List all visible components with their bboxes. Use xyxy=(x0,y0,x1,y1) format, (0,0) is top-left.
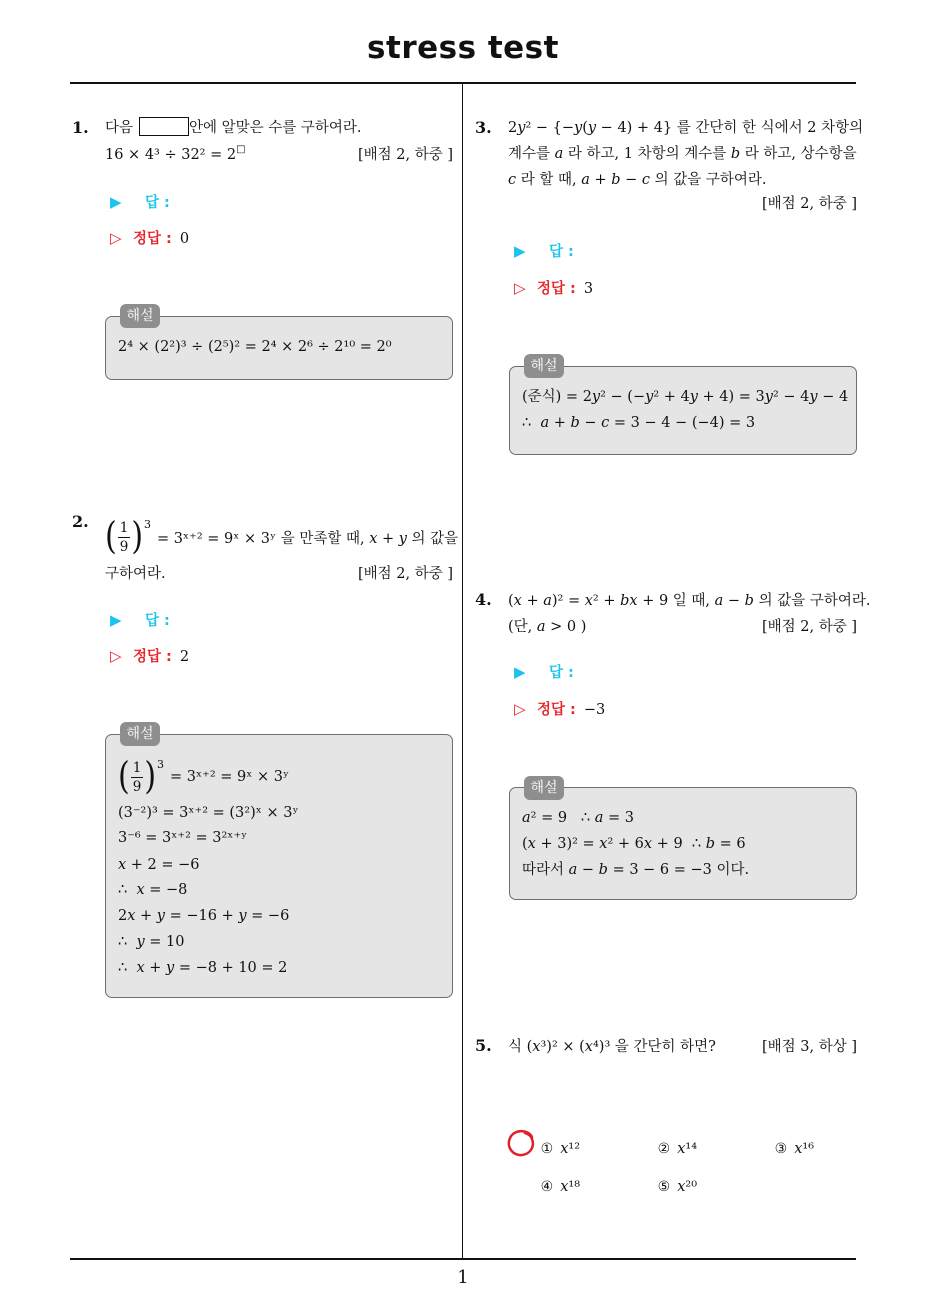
choice-value: x²⁰ xyxy=(677,1179,698,1195)
answer-row xyxy=(514,661,574,683)
choice-value: x¹² xyxy=(560,1141,581,1157)
correct-answer-label: 정답 : xyxy=(133,231,172,247)
outline-triangle-icon: ▷ xyxy=(110,647,122,665)
correct-answer-row xyxy=(110,645,189,667)
explanation-line: (준식) = 2y² − (−y² + 4y + 4) = 3y² − 4y − 4 xyxy=(522,389,849,405)
problem-text-line: 계수를 a 라 하고, 1 차항의 계수를 b 라 하고, 상수항을 xyxy=(508,146,857,162)
score-label: [배점 2, 하중 ] xyxy=(357,566,453,582)
explanation-label: 해설 xyxy=(524,776,564,800)
explanation-line xyxy=(118,755,289,799)
outline-triangle-icon: ▷ xyxy=(110,229,122,247)
explanation-line: ∴ a + b − c = 3 − 4 − (−4) = 3 xyxy=(522,415,756,431)
play-triangle-icon: ▶ xyxy=(514,663,526,681)
problem-text: = 3ˣ⁺² = 9ˣ × 3ʸ 을 만족할 때, x + y 의 값을 xyxy=(157,530,459,547)
correct-answer-value: −3 xyxy=(583,702,606,718)
fraction-exponent: 3 xyxy=(144,518,152,531)
answer-row xyxy=(514,240,574,262)
choice-marker: ⑤ xyxy=(657,1179,671,1195)
outline-triangle-icon: ▷ xyxy=(514,700,526,718)
problem-number: 2. xyxy=(72,512,89,531)
score-label: [배점 2, 하중 ] xyxy=(761,619,857,635)
play-triangle-icon: ▶ xyxy=(514,242,526,260)
answer-label: 답 : xyxy=(549,665,574,681)
explanation-box xyxy=(509,366,857,455)
fraction xyxy=(131,760,144,795)
choice-1 xyxy=(513,1094,581,1157)
choice-marker: ④ xyxy=(540,1179,554,1195)
problem-text-line: (x + a)² = x² + bx + 9 일 때, a − b 의 값을 구하여라. xyxy=(508,593,871,609)
problem-number: 4. xyxy=(475,590,492,609)
choice-4 xyxy=(513,1132,581,1195)
explanation-label: 해설 xyxy=(524,354,564,378)
choice-value: x¹⁴ xyxy=(677,1141,698,1157)
left-paren: ( xyxy=(118,754,130,799)
answer-row xyxy=(110,191,170,213)
choice-marker: ② xyxy=(657,1141,671,1157)
problem-number: 3. xyxy=(475,118,492,137)
column-divider xyxy=(462,83,463,1258)
correct-answer-value: 3 xyxy=(583,281,594,297)
choice-marker: ① xyxy=(540,1141,554,1157)
choice-value: x¹⁶ xyxy=(794,1141,815,1157)
problem-text-line: 2y² − {−y(y − 4) + 4} 를 간단히 한 식에서 2 차항의 xyxy=(508,120,864,136)
page-title: stress test xyxy=(367,30,559,66)
fraction-power xyxy=(118,755,164,799)
explanation-line: 3⁻⁶ = 3ˣ⁺² = 3²ˣ⁺ʸ xyxy=(118,830,248,846)
problem-text-line xyxy=(105,117,362,139)
header-rule xyxy=(70,82,856,84)
explanation-line: ∴ x = −8 xyxy=(118,882,188,898)
choice-2 xyxy=(630,1094,698,1157)
correct-answer-label: 정답 : xyxy=(133,649,172,665)
right-paren: ) xyxy=(144,754,157,799)
correct-answer-label: 정답 : xyxy=(537,281,576,297)
fraction-denominator: 9 xyxy=(132,778,142,795)
problem-text-line: (단, a > 0 ) xyxy=(508,619,587,635)
play-triangle-icon: ▶ xyxy=(110,611,122,629)
fraction-exponent: 3 xyxy=(157,758,165,771)
problem-text: 안에 알맞은 수를 구하여라. xyxy=(189,120,362,136)
choice-value: x¹⁸ xyxy=(560,1179,581,1195)
explanation-line: 따라서 a − b = 3 − 6 = −3 이다. xyxy=(522,862,750,878)
explanation-line: 2⁴ × (2²)³ ÷ (2⁵)² = 2⁴ × 2⁶ ÷ 2¹⁰ = 2⁰ xyxy=(118,339,392,355)
explanation-line: 2x + y = −16 + y = −6 xyxy=(118,908,290,924)
problem-equation-line xyxy=(105,144,246,166)
problem-number: 5. xyxy=(475,1036,492,1055)
answer-label: 답 : xyxy=(145,613,170,629)
problem-text: 다음 xyxy=(105,120,134,136)
fraction-denominator: 9 xyxy=(119,538,129,555)
problem-number: 1. xyxy=(72,118,89,137)
equation-exponent-box: □ xyxy=(236,144,246,155)
correct-answer-row xyxy=(110,227,189,249)
choice-marker: ③ xyxy=(774,1141,788,1157)
correct-answer-value: 2 xyxy=(179,649,190,665)
explanation-line: x + 2 = −6 xyxy=(118,857,200,873)
right-paren: ) xyxy=(131,514,144,559)
problem-text-line xyxy=(105,515,458,559)
left-paren: ( xyxy=(105,514,117,559)
answer-label: 답 : xyxy=(549,244,574,260)
score-label: [배점 2, 하중 ] xyxy=(761,196,857,212)
explanation-line: (3⁻²)³ = 3ˣ⁺² = (3²)ˣ × 3ʸ xyxy=(118,805,299,821)
problem-text-line: c 라 할 때, a + b − c 의 값을 구하여라. xyxy=(508,172,767,188)
fraction-numerator: 1 xyxy=(119,519,129,536)
problem-text-line: 구하여라. xyxy=(105,566,166,582)
blank-box xyxy=(139,117,189,136)
fraction xyxy=(118,520,131,555)
score-label: [배점 3, 하상 ] xyxy=(761,1039,857,1055)
correct-answer-row xyxy=(514,277,593,299)
correct-answer-value: 0 xyxy=(179,231,190,247)
footer-rule xyxy=(70,1258,856,1260)
problem-equation: 16 × 4³ ÷ 32² = 2 xyxy=(105,147,237,163)
explanation-line: (x + 3)² = x² + 6x + 9 ∴ b = 6 xyxy=(522,836,746,852)
answer-label: 답 : xyxy=(145,195,170,211)
score-label: [배점 2, 하중 ] xyxy=(357,147,453,163)
explanation-line: a² = 9 ∴ a = 3 xyxy=(522,810,634,826)
choice-5 xyxy=(630,1132,698,1195)
explanation-line: ∴ y = 10 xyxy=(118,934,185,950)
selected-answer-mark xyxy=(504,1126,538,1160)
page-number: 1 xyxy=(457,1267,469,1288)
play-triangle-icon: ▶ xyxy=(110,193,122,211)
correct-answer-row xyxy=(514,698,605,720)
correct-answer-label: 정답 : xyxy=(537,702,576,718)
explanation-text: = 3ˣ⁺² = 9ˣ × 3ʸ xyxy=(170,769,290,785)
explanation-line: ∴ x + y = −8 + 10 = 2 xyxy=(118,960,288,976)
explanation-label: 해설 xyxy=(120,304,160,328)
fraction-power xyxy=(105,515,151,559)
answer-row xyxy=(110,609,170,631)
outline-triangle-icon: ▷ xyxy=(514,279,526,297)
choice-3 xyxy=(747,1094,815,1157)
fraction-numerator: 1 xyxy=(132,759,142,776)
explanation-label: 해설 xyxy=(120,722,160,746)
problem-text-line: 식 (x³)² × (x⁴)³ 을 간단히 하면? xyxy=(508,1039,716,1055)
